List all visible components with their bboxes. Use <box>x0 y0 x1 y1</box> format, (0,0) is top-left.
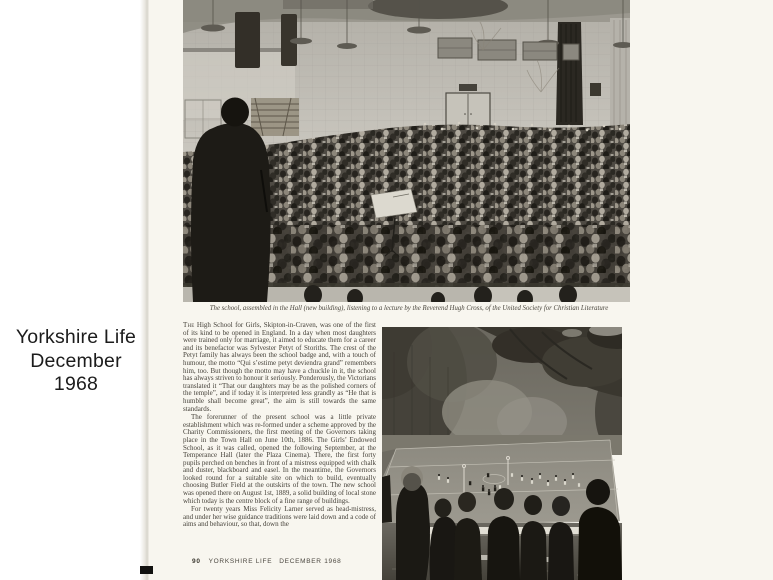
article-paragraph-2: The forerunner of the present school was a little private establishment which was re-formed under a scheme approved by the Charity Commissioners, the first meeting of the Governors taking place in the Town Hall on June 10th, 1886. The Girls’ Endowed School, as it was called, opened the following September, at the Temperance Hall (later the Plaza Cinema). There, the first forty pupils perched on benches in front of a mistress equipped with chalk and duster, blackboard and easel. In the meantime, the Governors looked round for a suitable site on which to build, eventually choosing Butler Field at the outskirts of the town. The new school was opened there on August 1st, 1889, a solid building of local stone which today is the centre block of a fine range of buildings. <box>183 413 376 505</box>
page-footer <box>192 558 341 565</box>
issue-date: DECEMBER 1968 <box>279 558 342 565</box>
lead-word: The <box>183 321 195 329</box>
stacked-benches <box>251 98 299 136</box>
assembly-hall-photo <box>183 0 630 302</box>
article-paragraph-1 <box>183 322 376 413</box>
magazine-name: YORKSHIRE LIFE <box>208 558 273 565</box>
margin-annotation <box>0 326 152 397</box>
annotation-line-3: 1968 <box>53 373 99 395</box>
page-scan-left-edge <box>140 0 149 580</box>
playing-field-photo <box>382 327 622 580</box>
page-number: 90 <box>192 558 201 565</box>
photo-caption: The school, assembled in the Hall (new building), listening to a lecture by the Reverend Hugh Cross, of the United Society for Christian Literature <box>209 305 609 312</box>
article-text-column <box>183 322 376 529</box>
annotation-line-1: Yorkshire Life <box>15 326 137 348</box>
article-paragraph-3: For twenty years Miss Felicity Larner served as head-mistress, and under her wise guidance traditions were laid down and a code of aims and behaviour, so that, down the <box>183 505 376 529</box>
paragraph-1-body: High School for Girls, Skipton-in-Craven, was one of the first of its kind to be opened in England. In a day when most daughters were trained only for marriage, it aimed to educate them for a career and its benefactor was Sylvester Petyt of Storiths. The crest of the Petyt family has always been the school badge and, with a touch of humour, the motto “Qui s’estime petyt deviendra grand” remembers him, too. But though the motto may have a chuckle in it, the school has always striven to honour it seriously. Ponderously, the Victorians translated it “That our daughters may be as the polished corners of the temple”, and if today it is interpreted less grandly as “He that is humble shall become great”, the aim is still towards the same standards. <box>183 321 376 413</box>
wall-picture-frame <box>590 83 601 96</box>
annotation-line-2: December <box>30 349 122 372</box>
scan-corner-mark <box>140 566 153 574</box>
